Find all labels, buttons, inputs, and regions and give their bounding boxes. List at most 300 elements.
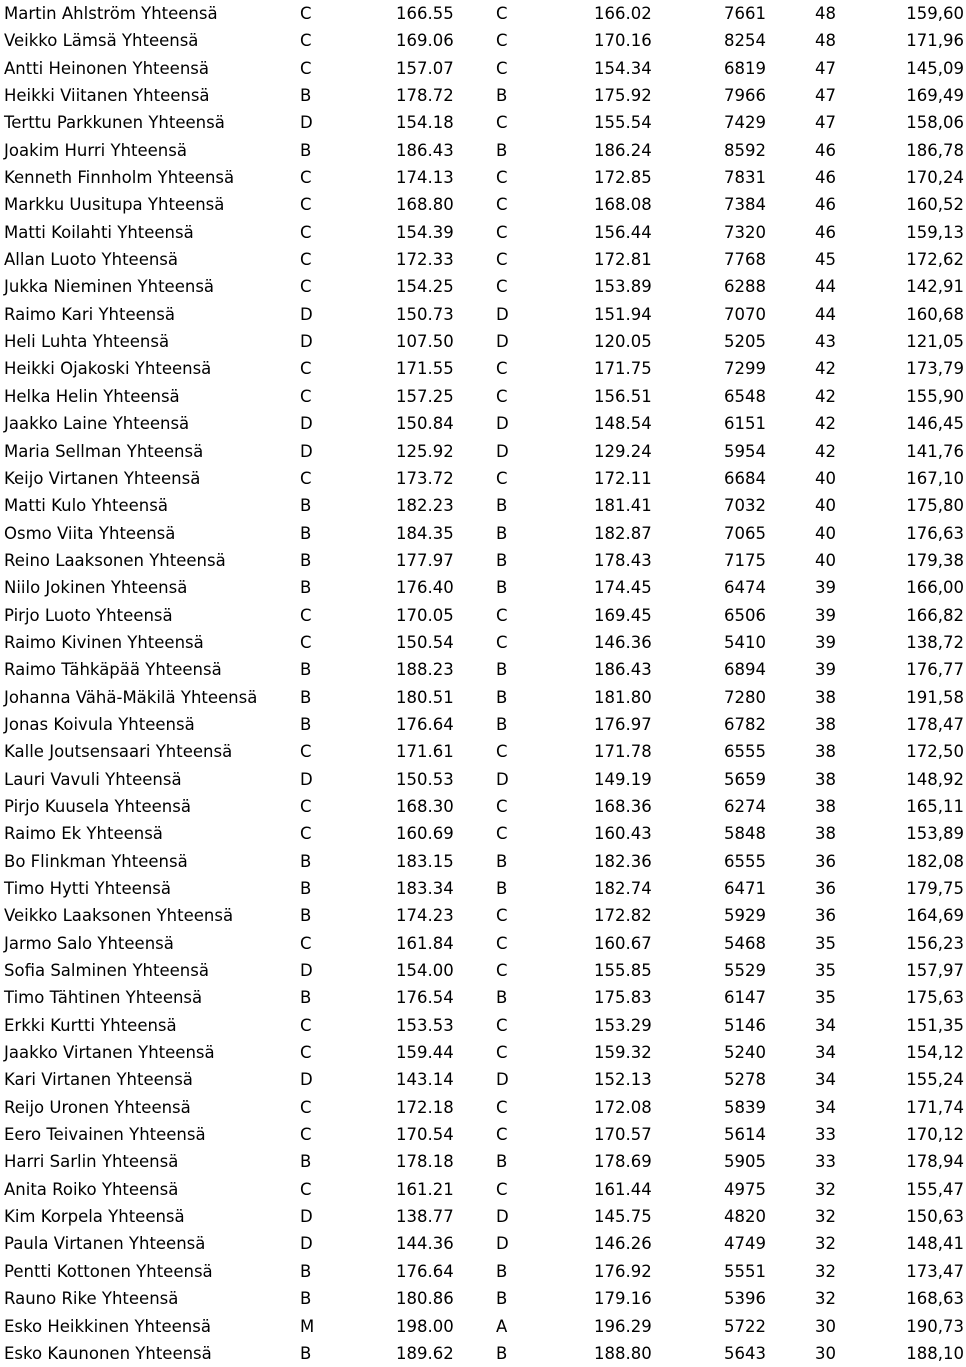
- table-row: [0, 1203, 966, 1230]
- class-1-cell: M: [300, 1316, 315, 1336]
- value-1-cell: 170.54: [396, 1125, 454, 1145]
- value-1-cell: 168.80: [396, 195, 454, 215]
- value-2-label: 129.24: [594, 441, 652, 461]
- table-row: [0, 191, 966, 218]
- average-cell: 151,35: [906, 1015, 964, 1035]
- class-1-cell: B: [300, 906, 312, 926]
- class-2-label: B: [496, 578, 508, 598]
- player-name-cell: Pirjo Luoto Yhteensä: [4, 605, 173, 625]
- player-name-cell: Pentti Kottonen Yhteensä: [4, 1261, 213, 1281]
- average-cell: 166,82: [906, 605, 964, 625]
- class-1-cell: C: [300, 58, 312, 78]
- points-cell: 6555: [724, 851, 766, 871]
- count-cell: 48: [815, 4, 836, 23]
- value-1-cell: 154.39: [396, 222, 454, 242]
- player-name-cell: Joakim Hurri Yhteensä: [4, 140, 187, 160]
- value-2-label: 171.78: [594, 742, 652, 762]
- points-cell: 7831: [724, 168, 766, 188]
- class-2-label: B: [496, 496, 508, 516]
- player-name-cell: Raimo Tähkäpää Yhteensä: [4, 660, 222, 680]
- value-2-cell: [594, 301, 724, 328]
- class-1-cell: C: [300, 195, 312, 215]
- player-name-cell: Johanna Vähä-Mäkilä Yhteensä: [4, 687, 258, 707]
- value-2-cell: [594, 1285, 724, 1312]
- table-row: [0, 137, 966, 164]
- table-row: [0, 164, 966, 191]
- points-cell: 6506: [724, 605, 766, 625]
- value-2-cell: [594, 246, 724, 273]
- value-2-cell: [594, 465, 724, 492]
- value-2-cell: [594, 820, 724, 847]
- average-cell: 155,47: [906, 1179, 964, 1199]
- player-name-cell: Raimo Ek Yhteensä: [4, 824, 163, 844]
- table-row: [0, 410, 966, 437]
- average-cell: 158,06: [906, 113, 964, 133]
- value-1-cell: 176.64: [396, 714, 454, 734]
- table-row: [0, 766, 966, 793]
- value-2-label: 175.92: [594, 86, 652, 106]
- table-row: [0, 793, 966, 820]
- table-row: [0, 547, 966, 574]
- class-1-cell: B: [300, 578, 312, 598]
- table-row: [0, 520, 966, 547]
- points-cell: 5278: [724, 1070, 766, 1090]
- value-2-label: 152.13: [594, 1070, 652, 1090]
- value-1-cell: 166.55: [396, 4, 454, 23]
- count-cell: 39: [815, 605, 836, 625]
- class-1-cell: B: [300, 714, 312, 734]
- player-name-cell: Paula Virtanen Yhteensä: [4, 1234, 206, 1254]
- value-2-cell: [594, 684, 724, 711]
- player-name-cell: Timo Tähtinen Yhteensä: [4, 988, 203, 1008]
- class-2-label: C: [496, 113, 508, 133]
- average-cell: 171,96: [906, 31, 964, 51]
- table-row: [0, 328, 966, 355]
- value-2-cell: [594, 1313, 724, 1340]
- table-row: [0, 875, 966, 902]
- player-name-cell: Raimo Kari Yhteensä: [4, 304, 175, 324]
- value-1-cell: 125.92: [396, 441, 454, 461]
- player-name-cell: Maria Sellman Yhteensä: [4, 441, 204, 461]
- points-cell: 5205: [724, 332, 766, 352]
- count-cell: 38: [815, 796, 836, 816]
- class-2-label: B: [496, 660, 508, 680]
- value-2-cell: [594, 1121, 724, 1148]
- value-2-label: 169.45: [594, 605, 652, 625]
- class-2-label: B: [496, 687, 508, 707]
- count-cell: 44: [815, 277, 836, 297]
- value-2-cell: [594, 355, 724, 382]
- value-2-label: 172.11: [594, 468, 652, 488]
- table-row: [0, 902, 966, 929]
- class-1-cell: C: [300, 824, 312, 844]
- value-2-cell: [594, 164, 724, 191]
- count-cell: 39: [815, 632, 836, 652]
- player-name-cell: Heikki Ojakoski Yhteensä: [4, 359, 212, 379]
- average-cell: 153,89: [906, 824, 964, 844]
- player-name-cell: Kalle Joutsensaari Yhteensä: [4, 742, 233, 762]
- player-name-cell: Kari Virtanen Yhteensä: [4, 1070, 193, 1090]
- average-cell: 156,23: [906, 933, 964, 953]
- points-cell: 6548: [724, 386, 766, 406]
- class-2-label: B: [496, 714, 508, 734]
- average-cell: 142,91: [906, 277, 964, 297]
- value-2-cell: [594, 27, 724, 54]
- player-name-cell: Esko Kaunonen Yhteensä: [4, 1343, 212, 1363]
- points-cell: 5643: [724, 1343, 766, 1363]
- player-name-cell: Heikki Viitanen Yhteensä: [4, 86, 210, 106]
- average-cell: 170,24: [906, 168, 964, 188]
- average-cell: 168,63: [906, 1289, 964, 1309]
- value-2-cell: [594, 383, 724, 410]
- average-cell: 170,12: [906, 1125, 964, 1145]
- average-cell: 182,08: [906, 851, 964, 871]
- average-cell: 173,47: [906, 1261, 964, 1281]
- count-cell: 42: [815, 359, 836, 379]
- value-1-cell: 161.84: [396, 933, 454, 953]
- count-cell: 36: [815, 851, 836, 871]
- value-2-cell: [594, 711, 724, 738]
- value-2-label: 146.26: [594, 1234, 652, 1254]
- points-cell: 5614: [724, 1125, 766, 1145]
- table-row: [0, 219, 966, 246]
- value-2-label: 168.36: [594, 796, 652, 816]
- count-cell: 35: [815, 988, 836, 1008]
- value-1-cell: 143.14: [396, 1070, 454, 1090]
- table-row: [0, 684, 966, 711]
- value-2-cell: [594, 1012, 724, 1039]
- table-row: [0, 355, 966, 382]
- count-cell: 45: [815, 250, 836, 270]
- value-2-label: 146.36: [594, 632, 652, 652]
- value-2-label: 179.16: [594, 1289, 652, 1309]
- average-cell: 173,79: [906, 359, 964, 379]
- table-row: [0, 1176, 966, 1203]
- value-1-cell: 107.50: [396, 332, 454, 352]
- player-name-cell: Markku Uusitupa Yhteensä: [4, 195, 225, 215]
- class-1-cell: B: [300, 1261, 312, 1281]
- table-row: [0, 0, 966, 27]
- value-2-cell: [594, 55, 724, 82]
- value-1-cell: 183.34: [396, 879, 454, 898]
- points-cell: 7070: [724, 304, 766, 324]
- player-name-cell: Jaakko Virtanen Yhteensä: [4, 1043, 215, 1063]
- table-row: [0, 246, 966, 273]
- value-2-label: 175.83: [594, 988, 652, 1008]
- value-2-label: 172.08: [594, 1097, 652, 1117]
- value-2-label: 174.45: [594, 578, 652, 598]
- player-name-cell: Esko Heikkinen Yhteensä: [4, 1316, 211, 1336]
- count-cell: 38: [815, 742, 836, 762]
- average-cell: 176,63: [906, 523, 964, 543]
- points-cell: 7175: [724, 550, 766, 570]
- value-2-label: 151.94: [594, 304, 652, 324]
- table-row: [0, 273, 966, 300]
- player-name-cell: Jonas Koivula Yhteensä: [4, 714, 195, 734]
- table-row: [0, 1230, 966, 1257]
- value-2-label: 160.67: [594, 933, 652, 953]
- average-cell: 178,47: [906, 714, 964, 734]
- table-row: [0, 465, 966, 492]
- table-row: [0, 1340, 966, 1367]
- value-1-cell: 138.77: [396, 1207, 454, 1227]
- player-name-cell: Martin Ahlström Yhteensä: [4, 4, 218, 23]
- class-1-cell: B: [300, 496, 312, 516]
- value-1-cell: 150.53: [396, 769, 454, 789]
- count-cell: 33: [815, 1152, 836, 1172]
- class-1-cell: C: [300, 168, 312, 188]
- points-cell: 5410: [724, 632, 766, 652]
- class-1-cell: C: [300, 742, 312, 762]
- player-name-cell: Jukka Nieminen Yhteensä: [4, 277, 215, 297]
- class-1-cell: D: [300, 332, 313, 352]
- value-2-cell: [594, 875, 724, 902]
- value-2-label: 170.57: [594, 1125, 652, 1145]
- class-1-cell: C: [300, 468, 312, 488]
- class-1-cell: C: [300, 277, 312, 297]
- table-row: [0, 1121, 966, 1148]
- value-1-cell: 176.54: [396, 988, 454, 1008]
- player-name-cell: Rauno Rike Yhteensä: [4, 1289, 179, 1309]
- value-1-cell: 178.18: [396, 1152, 454, 1172]
- points-cell: 7768: [724, 250, 766, 270]
- average-cell: 141,76: [906, 441, 964, 461]
- player-name-cell: Matti Kulo Yhteensä: [4, 496, 168, 516]
- average-cell: 160,52: [906, 195, 964, 215]
- class-2-label: D: [496, 769, 509, 789]
- player-name-cell: Eero Teivainen Yhteensä: [4, 1125, 206, 1145]
- class-2-label: D: [496, 1070, 509, 1090]
- table-row: [0, 27, 966, 54]
- count-cell: 47: [815, 58, 836, 78]
- class-2-label: C: [496, 31, 508, 51]
- average-cell: 169,49: [906, 86, 964, 106]
- points-cell: 8254: [724, 31, 766, 51]
- points-cell: 6819: [724, 58, 766, 78]
- points-cell: 5529: [724, 961, 766, 981]
- value-2-cell: [594, 984, 724, 1011]
- points-cell: 5905: [724, 1152, 766, 1172]
- value-2-cell: [594, 191, 724, 218]
- value-1-cell: 176.64: [396, 1261, 454, 1281]
- player-name-cell: Matti Koilahti Yhteensä: [4, 222, 194, 242]
- value-1-cell: 178.72: [396, 86, 454, 106]
- class-1-cell: D: [300, 414, 313, 434]
- table-row: [0, 656, 966, 683]
- class-1-cell: B: [300, 1343, 312, 1363]
- class-1-cell: C: [300, 1097, 312, 1117]
- class-1-cell: D: [300, 1207, 313, 1227]
- average-cell: 160,68: [906, 304, 964, 324]
- points-cell: 6894: [724, 660, 766, 680]
- average-cell: 155,90: [906, 386, 964, 406]
- class-2-label: D: [496, 441, 509, 461]
- value-1-cell: 154.25: [396, 277, 454, 297]
- class-2-label: C: [496, 195, 508, 215]
- value-2-label: 176.97: [594, 714, 652, 734]
- value-1-cell: 174.13: [396, 168, 454, 188]
- value-2-cell: [594, 656, 724, 683]
- value-1-cell: 144.36: [396, 1234, 454, 1254]
- points-cell: 5551: [724, 1261, 766, 1281]
- points-cell: 5146: [724, 1015, 766, 1035]
- table-row: [0, 602, 966, 629]
- class-1-cell: D: [300, 441, 313, 461]
- table-row: [0, 1066, 966, 1093]
- table-row: [0, 574, 966, 601]
- value-2-label: 149.19: [594, 769, 652, 789]
- value-2-cell: [594, 1258, 724, 1285]
- value-1-cell: 150.84: [396, 414, 454, 434]
- points-cell: 6782: [724, 714, 766, 734]
- class-2-label: D: [496, 332, 509, 352]
- average-cell: 154,12: [906, 1043, 964, 1063]
- class-2-label: C: [496, 742, 508, 762]
- class-1-cell: D: [300, 769, 313, 789]
- player-name-cell: Reijo Uronen Yhteensä: [4, 1097, 191, 1117]
- value-2-label: 170.16: [594, 31, 652, 51]
- class-1-cell: C: [300, 796, 312, 816]
- count-cell: 32: [815, 1207, 836, 1227]
- count-cell: 34: [815, 1097, 836, 1117]
- value-2-label: 172.85: [594, 168, 652, 188]
- count-cell: 42: [815, 386, 836, 406]
- value-1-cell: 171.55: [396, 359, 454, 379]
- points-cell: 6555: [724, 742, 766, 762]
- value-2-cell: [594, 410, 724, 437]
- class-1-cell: C: [300, 933, 312, 953]
- class-1-cell: C: [300, 386, 312, 406]
- value-1-cell: 157.07: [396, 58, 454, 78]
- table-row: [0, 1148, 966, 1175]
- value-1-cell: 172.18: [396, 1097, 454, 1117]
- average-cell: 171,74: [906, 1097, 964, 1117]
- value-2-label: 186.43: [594, 660, 652, 680]
- value-2-label: 181.80: [594, 687, 652, 707]
- table-row: [0, 301, 966, 328]
- value-2-label: 145.75: [594, 1207, 652, 1227]
- value-2-cell: [594, 82, 724, 109]
- class-2-label: D: [496, 304, 509, 324]
- points-cell: 7384: [724, 195, 766, 215]
- points-cell: 7661: [724, 4, 766, 23]
- value-2-label: 155.54: [594, 113, 652, 133]
- value-2-label: 182.74: [594, 879, 652, 898]
- value-1-cell: 183.15: [396, 851, 454, 871]
- count-cell: 47: [815, 113, 836, 133]
- class-1-cell: C: [300, 359, 312, 379]
- player-name-cell: Bo Flinkman Yhteensä: [4, 851, 188, 871]
- class-2-label: C: [496, 933, 508, 953]
- value-2-cell: [594, 1094, 724, 1121]
- class-2-label: C: [496, 1015, 508, 1035]
- player-name-cell: Anita Roiko Yhteensä: [4, 1179, 179, 1199]
- points-cell: 7280: [724, 687, 766, 707]
- value-2-cell: [594, 1148, 724, 1175]
- table-row: [0, 1039, 966, 1066]
- value-2-cell: [594, 629, 724, 656]
- points-cell: 6684: [724, 468, 766, 488]
- value-2-label: 148.54: [594, 414, 652, 434]
- points-cell: 6471: [724, 879, 766, 898]
- points-cell: 4820: [724, 1207, 766, 1227]
- average-cell: 148,41: [906, 1234, 964, 1254]
- value-1-cell: 176.40: [396, 578, 454, 598]
- points-cell: 6147: [724, 988, 766, 1008]
- count-cell: 40: [815, 496, 836, 516]
- value-2-label: 153.89: [594, 277, 652, 297]
- value-2-cell: [594, 602, 724, 629]
- value-1-cell: 150.73: [396, 304, 454, 324]
- value-2-label: 156.51: [594, 386, 652, 406]
- table-row: [0, 957, 966, 984]
- player-name-cell: Sofia Salminen Yhteensä: [4, 961, 209, 981]
- class-2-label: B: [496, 523, 508, 543]
- average-cell: 175,63: [906, 988, 964, 1008]
- count-cell: 40: [815, 468, 836, 488]
- player-name-cell: Reino Laaksonen Yhteensä: [4, 550, 226, 570]
- value-2-cell: [594, 1176, 724, 1203]
- class-2-label: C: [496, 386, 508, 406]
- count-cell: 38: [815, 687, 836, 707]
- points-cell: 5240: [724, 1043, 766, 1063]
- value-2-cell: [594, 793, 724, 820]
- value-1-cell: 177.97: [396, 550, 454, 570]
- player-name-cell: Lauri Vavuli Yhteensä: [4, 769, 182, 789]
- class-1-cell: B: [300, 851, 312, 871]
- player-name-cell: Timo Hytti Yhteensä: [4, 879, 171, 898]
- class-2-label: A: [496, 1316, 508, 1336]
- class-1-cell: B: [300, 523, 312, 543]
- value-2-cell: [594, 1230, 724, 1257]
- count-cell: 40: [815, 523, 836, 543]
- player-name-cell: Veikko Laaksonen Yhteensä: [4, 906, 234, 926]
- table-row: [0, 1313, 966, 1340]
- class-2-label: C: [496, 796, 508, 816]
- class-2-label: B: [496, 140, 508, 160]
- value-2-label: 161.44: [594, 1179, 652, 1199]
- value-2-cell: [594, 848, 724, 875]
- count-cell: 46: [815, 195, 836, 215]
- class-2-label: C: [496, 605, 508, 625]
- points-cell: 5659: [724, 769, 766, 789]
- class-1-cell: B: [300, 140, 312, 160]
- table-row: [0, 55, 966, 82]
- value-2-cell: [594, 547, 724, 574]
- points-cell: 5396: [724, 1289, 766, 1309]
- player-name-cell: Jarmo Salo Yhteensä: [4, 933, 174, 953]
- average-cell: 150,63: [906, 1207, 964, 1227]
- value-2-cell: [594, 1203, 724, 1230]
- value-2-cell: [594, 438, 724, 465]
- count-cell: 32: [815, 1289, 836, 1309]
- count-cell: 32: [815, 1234, 836, 1254]
- class-1-cell: C: [300, 1043, 312, 1063]
- value-2-cell: [594, 738, 724, 765]
- value-2-label: 196.29: [594, 1316, 652, 1336]
- class-2-label: B: [496, 1289, 508, 1309]
- count-cell: 38: [815, 769, 836, 789]
- class-1-cell: B: [300, 550, 312, 570]
- count-cell: 34: [815, 1015, 836, 1035]
- value-2-label: 172.82: [594, 906, 652, 926]
- value-1-cell: 189.62: [396, 1343, 454, 1363]
- points-cell: 5468: [724, 933, 766, 953]
- count-cell: 46: [815, 140, 836, 160]
- class-2-label: C: [496, 359, 508, 379]
- value-2-label: 159.32: [594, 1043, 652, 1063]
- class-1-cell: C: [300, 1125, 312, 1145]
